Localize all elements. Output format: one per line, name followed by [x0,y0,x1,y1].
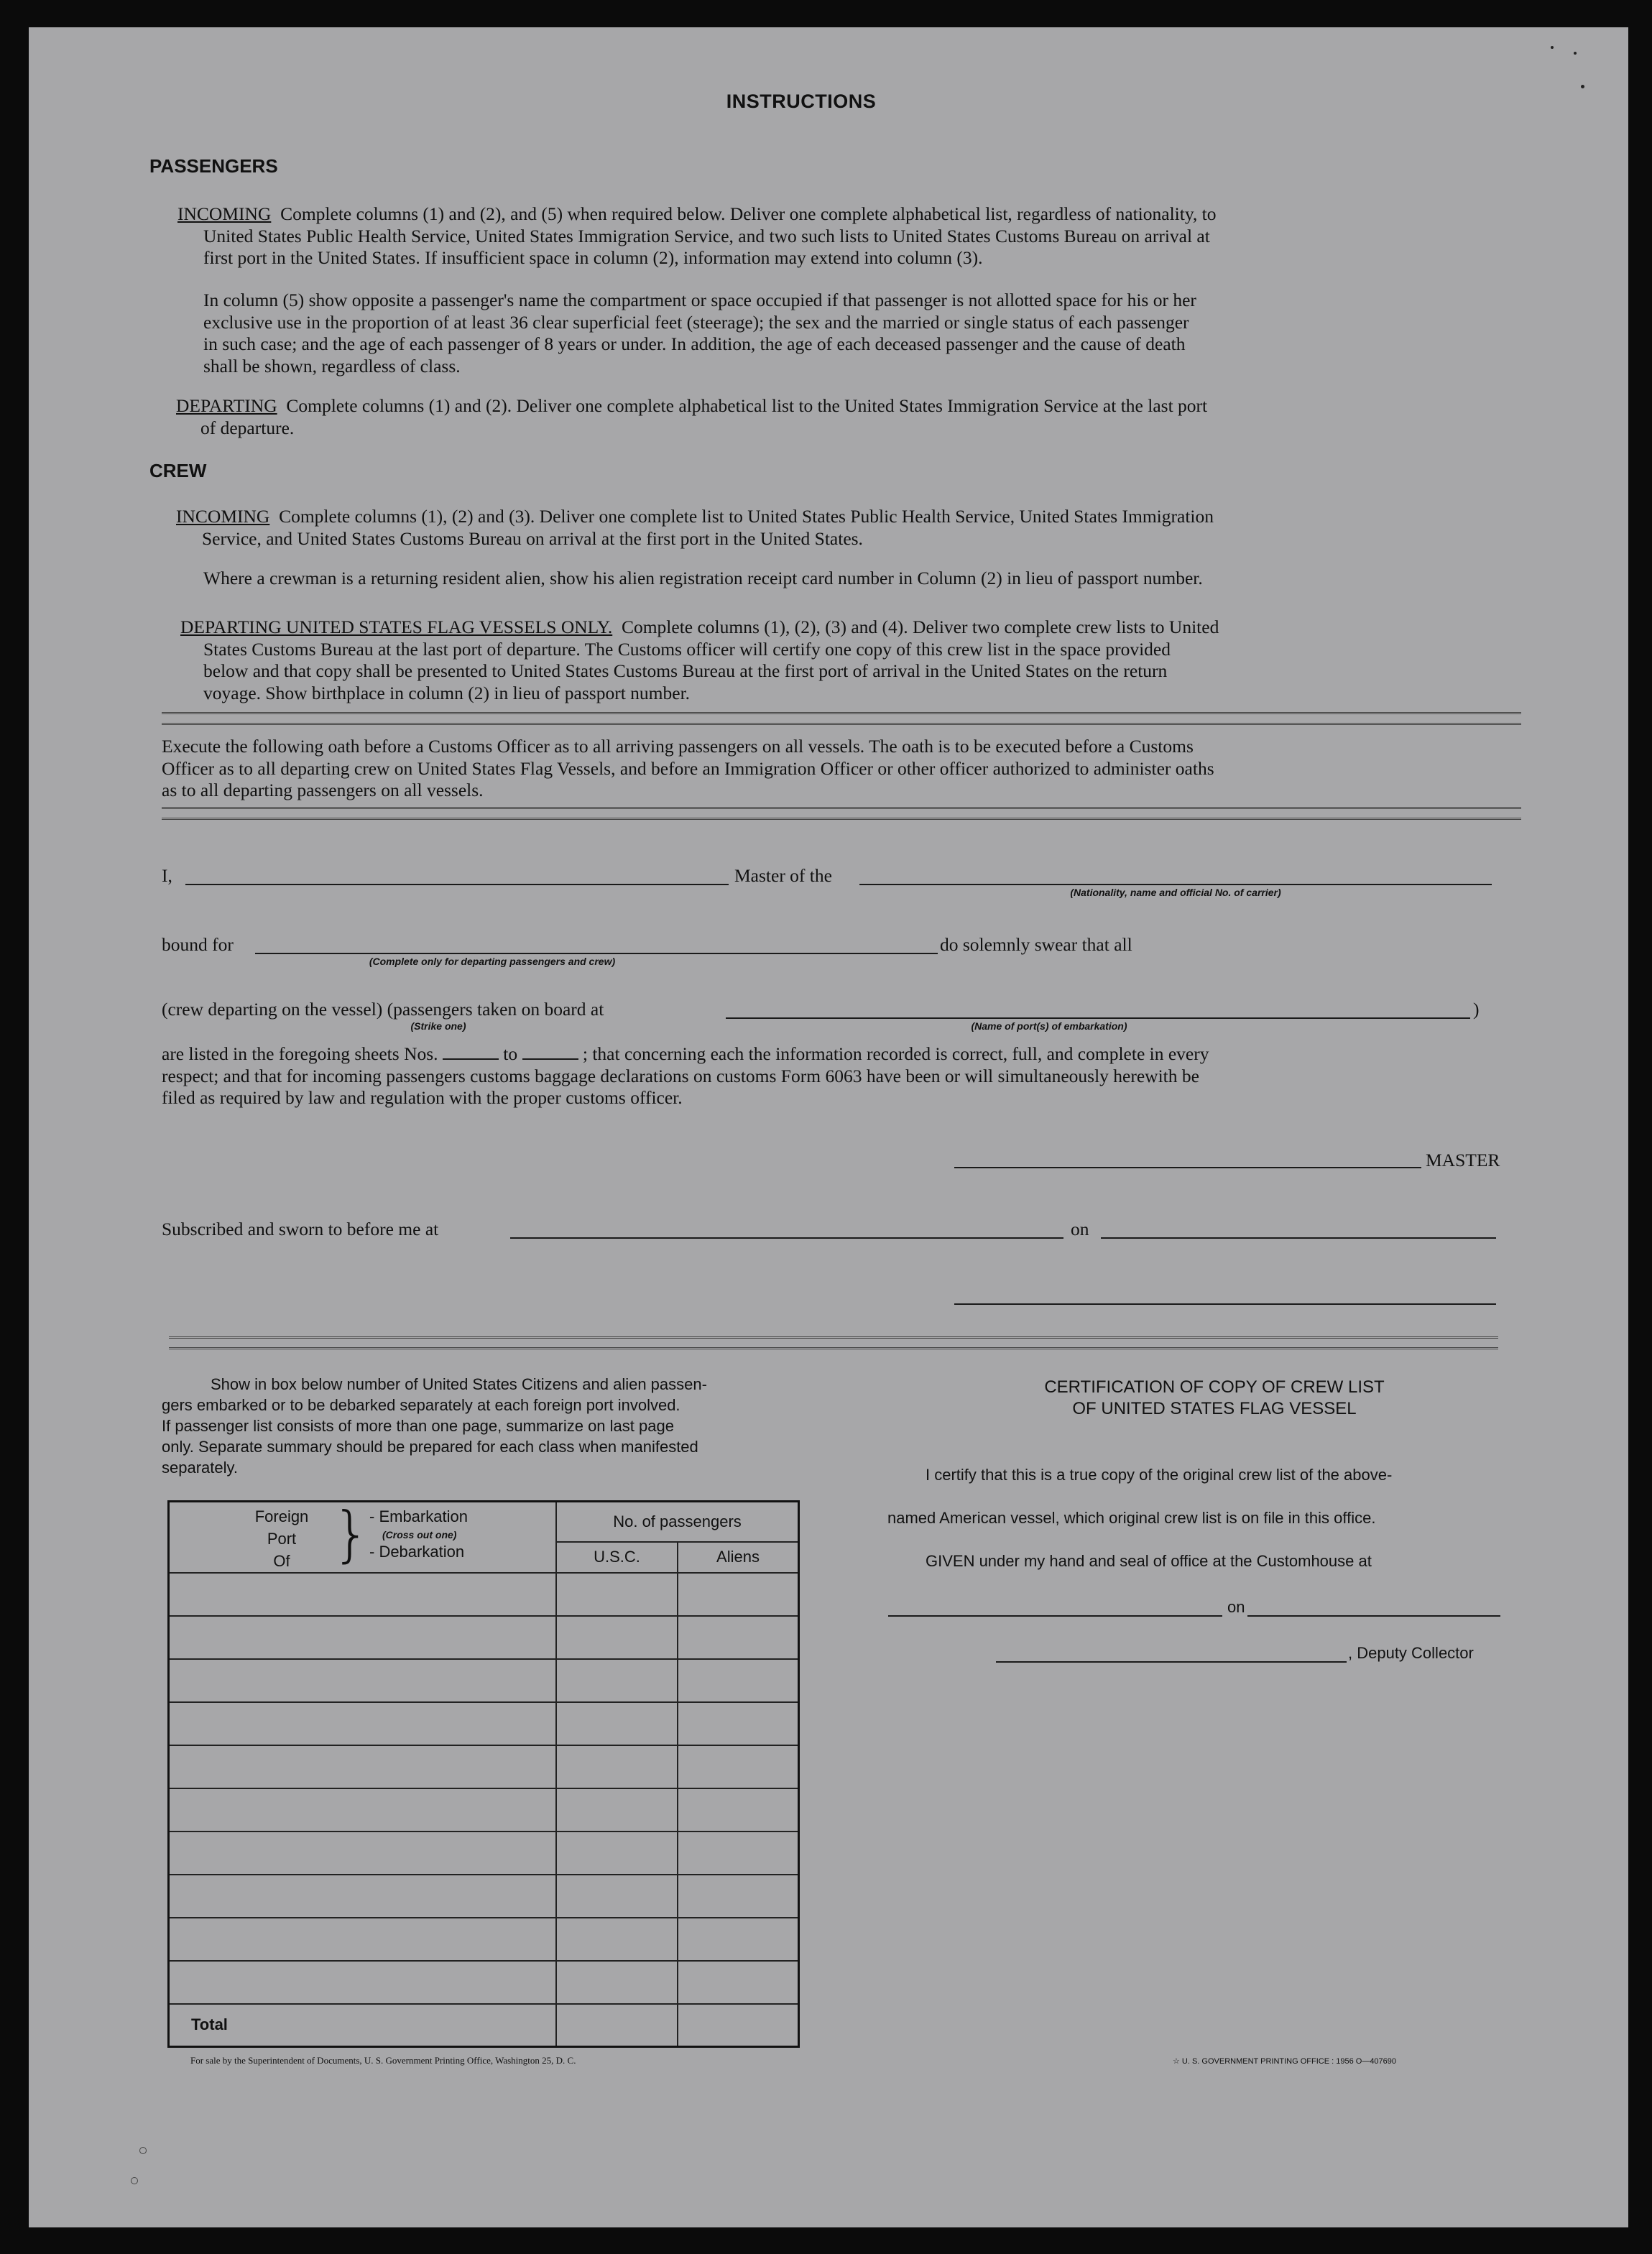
passengers-departing-label: DEPARTING [176,395,277,416]
embarkation-label: - Embarkation [369,1507,468,1525]
divider [162,712,1521,725]
usc-cell[interactable] [556,1745,678,1788]
of-label: Of [273,1552,290,1570]
bound-for-field[interactable] [255,953,938,954]
crew-incoming-paragraph [176,506,1541,550]
certification-line-1: I certify that this is a true copy of the original crew list of the above- [926,1466,1393,1484]
crew-departing-line: below and that copy shall be presented to United States Customs Bureau at the first port of arrival in the United States on the return [203,660,1168,681]
usc-header: U.S.C. [556,1542,678,1573]
summary-line: separately. [162,1459,238,1477]
debarkation-label: - Debarkation [369,1543,465,1561]
foreign-port-header [169,1499,557,1573]
aliens-cell[interactable] [678,1616,799,1659]
port-cell[interactable] [169,1702,557,1745]
column-5-line: shall be shown, regardless of class. [203,355,461,377]
customhouse-field[interactable] [888,1615,1222,1617]
divider [162,807,1521,820]
passengers-departing-paragraph [176,395,1541,439]
subscribed-label: Subscribed and sworn to before me at [162,1219,439,1239]
crew-incoming-text-1: Complete columns (1), (2) and (3). Deliver one complete list to United States Public Health Service, United States Immigration [279,506,1214,527]
sheet-to-field[interactable] [522,1045,578,1060]
aliens-cell[interactable] [678,1961,799,2004]
oath-i-label: I, [162,865,172,886]
sheet-from-field[interactable] [443,1045,499,1060]
port-cell[interactable] [169,1573,557,1616]
port-cell[interactable] [169,1918,557,1961]
carrier-caption: (Nationality, name and official No. of carrier) [1070,887,1281,898]
carrier-field[interactable] [859,884,1492,885]
summary-line: gers embarked or to be debarked separately at each foreign port involved. [162,1396,680,1414]
passengers-incoming-text-3: first port in the United States. If insufficient space in column (2), information may extend into column (3). [203,247,983,268]
column-5-paragraph [203,290,1547,377]
form-page [29,27,1628,2227]
brace-icon: } [332,1499,371,1569]
port-cell[interactable] [169,1659,557,1702]
port-cell[interactable] [169,1832,557,1875]
resident-alien-note: Where a crewman is a returning resident alien, show his alien registration receipt card number in Column (2) in lieu of passport number. [203,568,1203,588]
footer-left: For sale by the Superintendent of Documents, U. S. Government Printing Office, Washington 25, D. C. [190,2055,576,2066]
master-label: MASTER [1426,1150,1500,1170]
crew-departing-line: States Customs Bureau at the last port of departure. The Customs officer will certify one copy of this crew list in the space provided [203,638,1171,660]
usc-cell[interactable] [556,1702,678,1745]
summary-line: only. Separate summary should be prepared for each class when manifested [162,1438,698,1456]
usc-cell[interactable] [556,1788,678,1832]
port-cell[interactable] [169,1875,557,1918]
usc-cell[interactable] [556,1918,678,1961]
listed-text-1: are listed in the foregoing sheets Nos. [162,1043,438,1064]
aliens-total-cell[interactable] [678,2004,799,2047]
crew-departing-paragraph [180,616,1546,704]
port-cell[interactable] [169,1788,557,1832]
aliens-cell[interactable] [678,1659,799,1702]
divider [169,1336,1498,1349]
scan-speck [1574,52,1577,55]
aliens-cell[interactable] [678,1573,799,1616]
listed-line: filed as required by law and regulation with the proper customs officer. [162,1087,683,1108]
scan-speck [1551,46,1554,49]
crew-heading: CREW [149,460,207,481]
crew-incoming-text-2: Service, and United States Customs Bureau on arrival at the first port in the United States. [202,527,863,549]
deputy-signature-field[interactable] [996,1661,1347,1663]
certification-line-2: named American vessel, which original crew list is on file in this office. [887,1509,1376,1527]
usc-total-cell[interactable] [556,2004,678,2047]
oath-instructions [162,736,1541,802]
crew-departing-line: voyage. Show birthplace in column (2) in lieu of passport number. [203,682,691,703]
aliens-cell[interactable] [678,1788,799,1832]
oath-instructions-line: as to all departing passengers on all vessels. [162,780,484,800]
subscribed-place-field[interactable] [510,1237,1063,1239]
aliens-header: Aliens [678,1542,799,1573]
master-of-the-label: Master of the [734,865,832,886]
port-cell[interactable] [169,1616,557,1659]
usc-cell[interactable] [556,1961,678,2004]
column-5-line: exclusive use in the proportion of at least 36 clear superficial feet (steerage); the sex and the married or single status of each passenger [203,311,1189,333]
deputy-collector-label: , Deputy Collector [1348,1644,1474,1662]
bound-for-caption: (Complete only for departing passengers and crew) [369,956,616,967]
summary-line: Show in box below number of United States Citizens and alien passen- [211,1375,707,1393]
swear-text: do solemnly swear that all [940,934,1132,955]
cross-out-caption: (Cross out one) [382,1529,457,1541]
aliens-cell[interactable] [678,1745,799,1788]
aliens-cell[interactable] [678,1918,799,1961]
ports-of-embarkation-field[interactable] [726,1017,1470,1019]
officer-signature-field[interactable] [954,1303,1496,1305]
master-signature-field[interactable] [954,1167,1421,1168]
crew-departing-label: DEPARTING UNITED STATES FLAG VESSELS ONLY. [180,616,613,637]
crew-departing-text: (crew departing on the vessel) (passengers taken on board at [162,999,604,1020]
close-paren: ) [1473,999,1480,1020]
certification-heading-2: OF UNITED STATES FLAG VESSEL [1072,1399,1357,1418]
listed-to: to [503,1043,518,1064]
aliens-cell[interactable] [678,1702,799,1745]
usc-cell[interactable] [556,1875,678,1918]
no-of-passengers-header: No. of passengers [556,1502,799,1542]
listed-text-2: ; that concerning each the information recorded is correct, full, and complete in every [582,1043,1209,1064]
certification-date-field[interactable] [1247,1615,1500,1617]
usc-cell[interactable] [556,1659,678,1702]
subscribed-date-field[interactable] [1101,1237,1496,1239]
certification-heading-1: CERTIFICATION OF COPY OF CREW LIST [1044,1377,1385,1397]
usc-cell[interactable] [556,1832,678,1875]
master-name-field[interactable] [185,884,729,885]
passengers-heading: PASSENGERS [149,155,278,177]
port-label: Port [267,1530,297,1548]
certification-on-label: on [1227,1598,1245,1616]
port-cell[interactable] [169,1961,557,2004]
subscribed-on-label: on [1071,1219,1089,1239]
passengers-incoming-paragraph [177,203,1543,269]
aliens-cell[interactable] [678,1832,799,1875]
oath-instructions-line: Execute the following oath before a Customs Officer as to all arriving passengers on all vessels. The oath is to be executed before a Customs [162,736,1194,757]
column-5-line: in such case; and the age of each passenger of 8 years or under. In addition, the age of each deceased passenger and the cause of death [203,333,1186,354]
oath-instructions-line: Officer as to all departing crew on United States Flag Vessels, and before an Immigration Officer or other officer authorized to administer oaths [162,757,1214,779]
passengers-departing-text-1: Complete columns (1) and (2). Deliver one complete alphabetical list to the United States Immigration Service at the last port [286,395,1208,416]
port-cell[interactable] [169,1745,557,1788]
listed-line: respect; and that for incoming passengers customs baggage declarations on customs Form 6063 have been or will simultaneously herewith be [162,1065,1199,1086]
foreign-label: Foreign [254,1507,309,1525]
punch-hole-mark [131,2177,138,2184]
usc-cell[interactable] [556,1616,678,1659]
total-label: Total [169,2004,557,2047]
passengers-departing-text-2: of departure. [200,417,295,438]
ports-caption: (Name of port(s) of embarkation) [971,1020,1127,1032]
crew-departing-text-1: Complete columns (1), (2), (3) and (4). Deliver two complete crew lists to United [621,616,1219,637]
aliens-cell[interactable] [678,1875,799,1918]
crew-incoming-label: INCOMING [176,506,270,527]
certification-line-3: GIVEN under my hand and seal of office at the Customhouse at [926,1552,1372,1570]
usc-cell[interactable] [556,1573,678,1616]
scan-speck [1581,85,1584,88]
footer-right: ☆ U. S. GOVERNMENT PRINTING OFFICE : 1956 O—407690 [1173,2057,1397,2066]
passenger-summary-table [167,1500,800,2048]
bound-for-label: bound for [162,934,234,955]
passengers-incoming-label: INCOMING [177,203,272,224]
passengers-incoming-text-1: Complete columns (1) and (2), and (5) when required below. Deliver one complete alphabetical list, regardless of nationality, to [280,203,1217,224]
passengers-incoming-text-2: United States Public Health Service, United States Immigration Service, and two such lists to United States Customs Bureau on arrival at [203,225,1210,246]
strike-one-caption: (Strike one) [410,1020,466,1032]
certification-heading [877,1377,1552,1420]
column-5-line: In column (5) show opposite a passenger's name the compartment or space occupied if that passenger is not allotted space for his or her [203,290,1196,310]
summary-line: If passenger list consists of more than one page, summarize on last page [162,1417,674,1435]
punch-hole-mark [139,2147,147,2154]
page-title: INSTRUCTIONS [726,91,877,112]
summary-instructions [162,1374,830,1478]
listed-paragraph [162,1043,1541,1109]
